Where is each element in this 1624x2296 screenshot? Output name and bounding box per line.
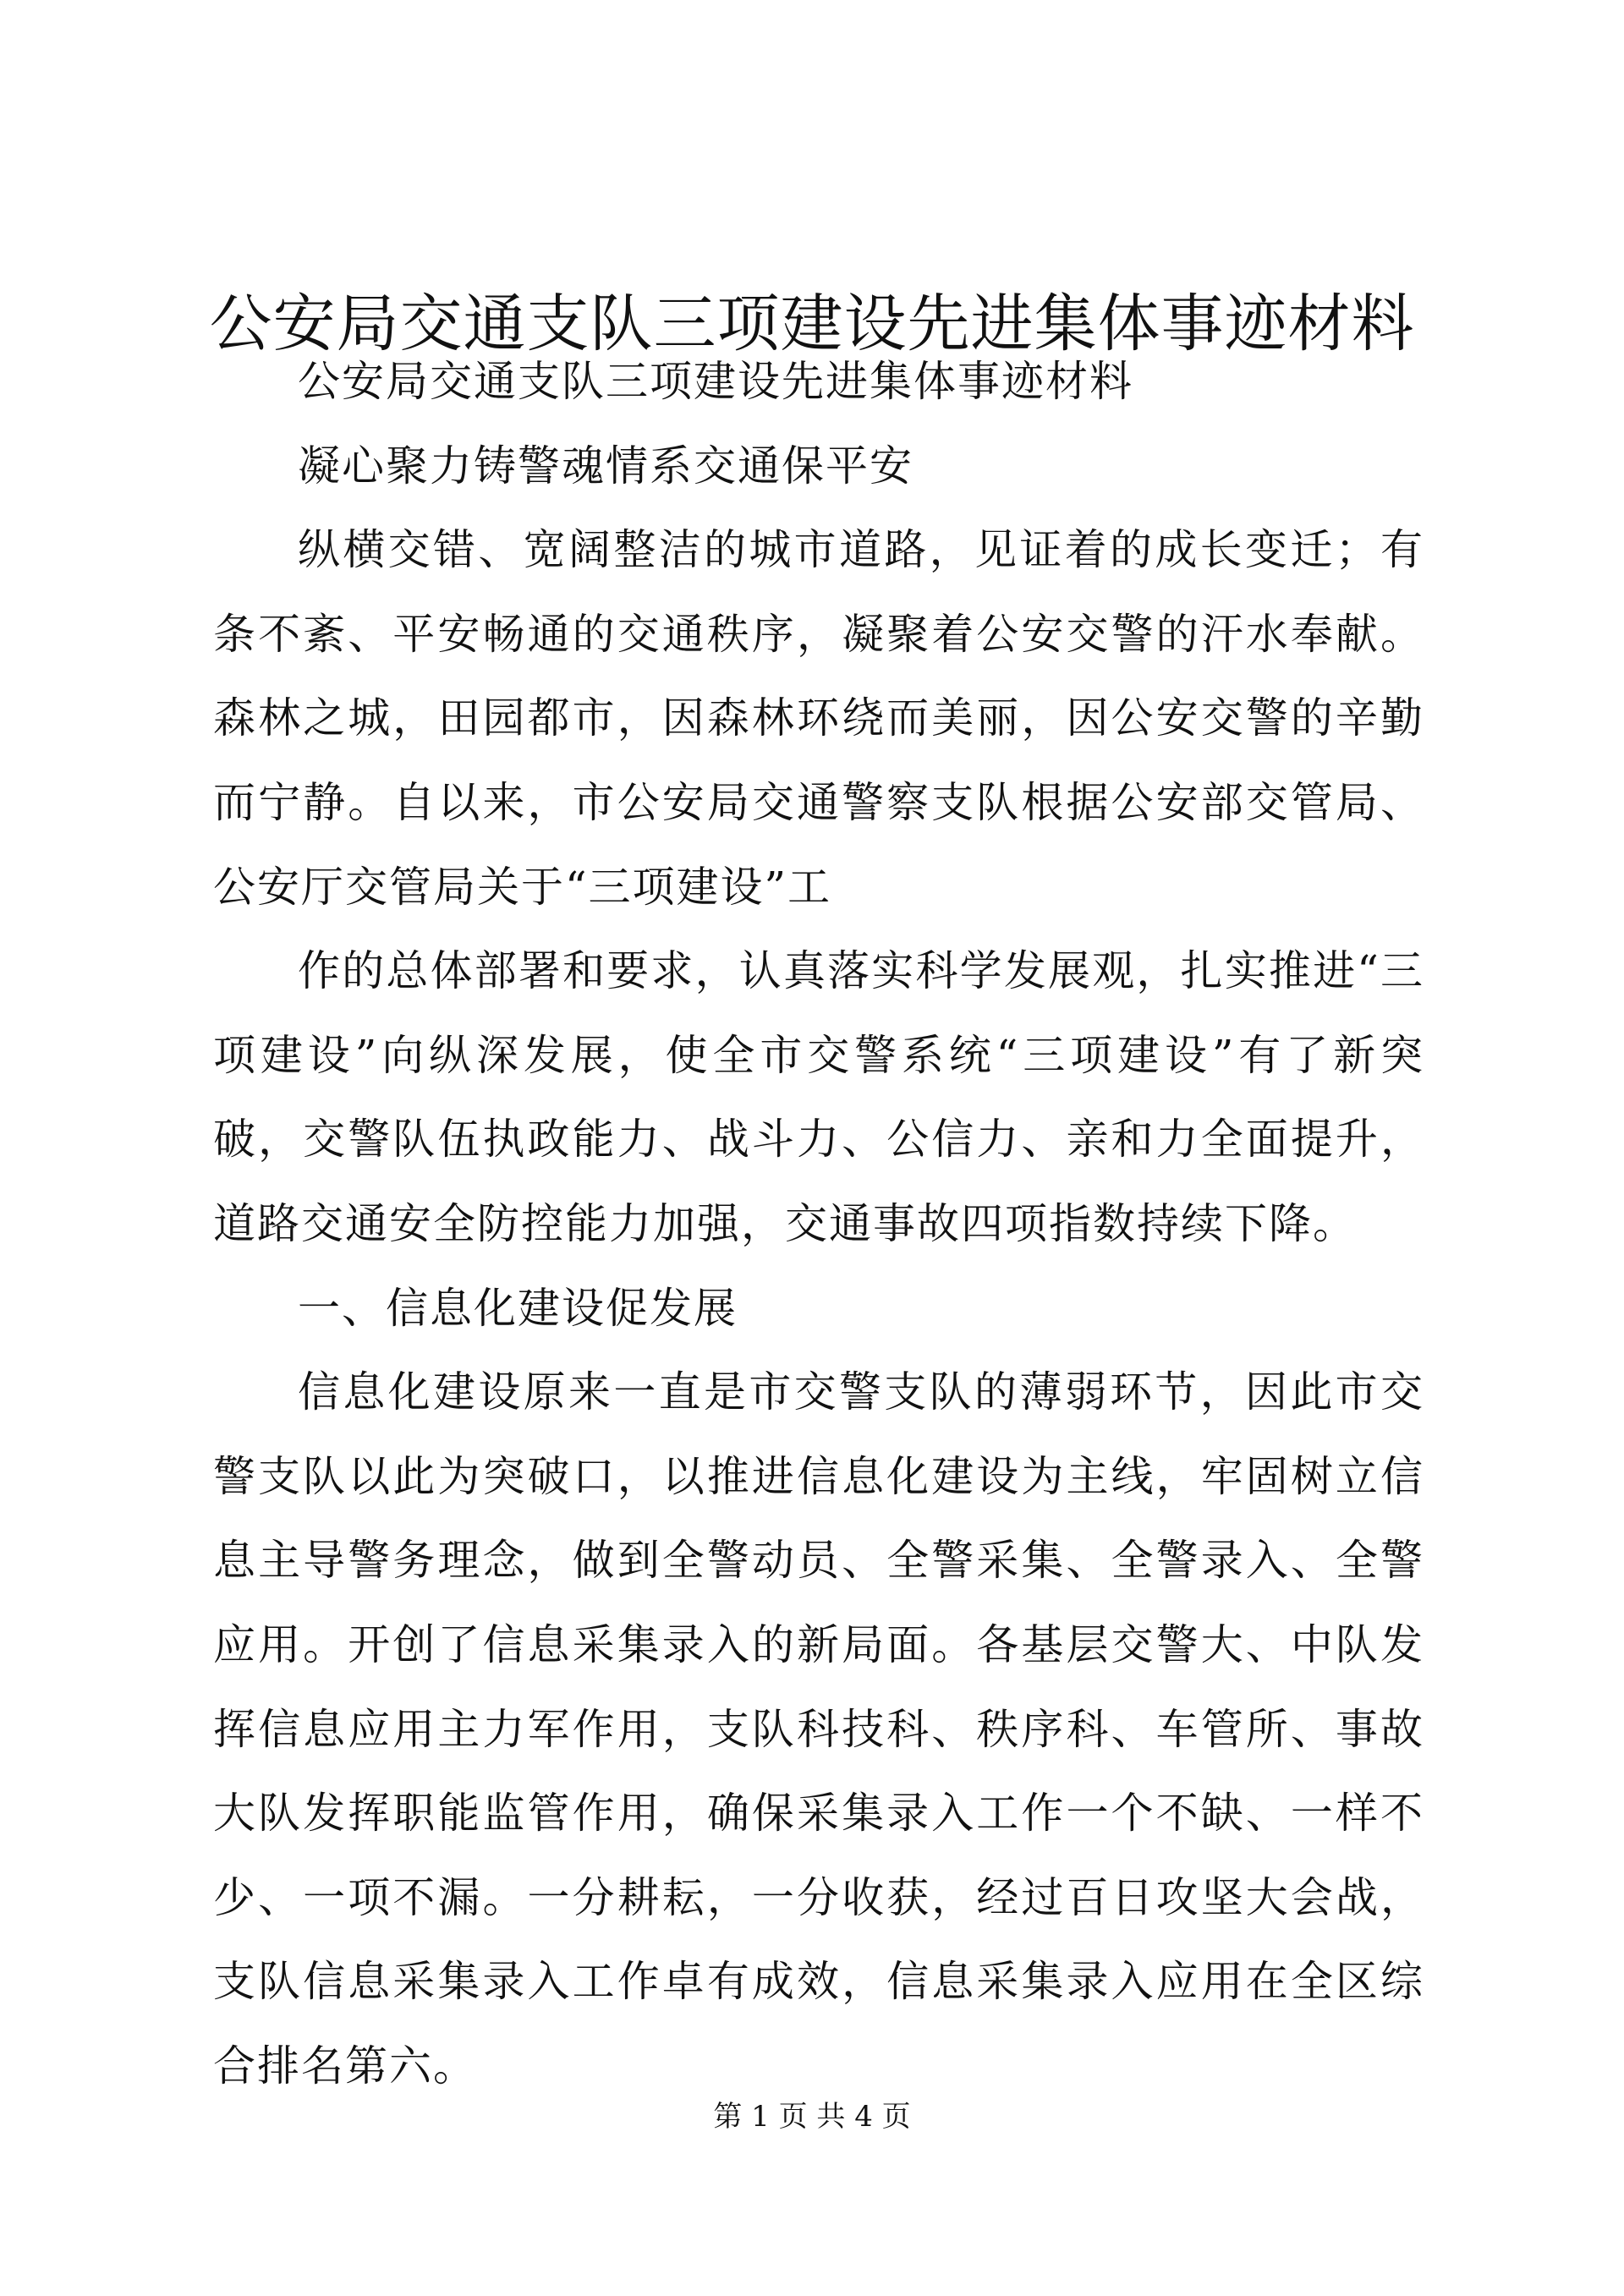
document-title: 公安局交通支队三项建设先进集体事迹材料 [209,288,1415,360]
page-number: 第 1 页 共 4 页 [713,2100,911,2134]
section-heading-informatization: 一、信息化建设促发展 [298,1283,738,1333]
paragraph-intro: 纵横交错、宽阔整洁的城市道路，见证着的成长变迁；有条不紊、平安畅通的交通秩序，凝聚着公安交警的汗水奉献。森林之城，田园都市，因森林环绕而美丽，因公安交警的辛勤而宁静。自以来，市公安局交通警察支队根据公安部交管局、公安厅交管局关于“三项建设”工 [213,525,1424,912]
paragraph-subtitle: 公安局交通支队三项建设先进集体事迹材料 [298,357,1133,406]
paragraph-informatization: 信息化建设原来一直是市交警支队的薄弱环节，因此市交警支队以此为突破口，以推进信息化建设为主线，牢固树立信息主导警务理念，做到全警动员、全警采集、全警录入、全警应用。开创了信息采集录入的新局面。各基层交警大、中队发挥信息应用主力军作用，支队科技科、秩序科、车管所、事故大队发挥职能监管作用，确保采集录入工作一个不缺、一样不少、一项不漏。一分耕耘，一分收获，经过百日攻坚大会战，支队信息采集录入工作卓有成效，信息采集录入应用在全区综合排名第六。 [213,1367,1424,2091]
document-body [213,340,1424,2108]
paragraph-slogan: 凝心聚力铸警魂情系交通保平安 [298,441,914,490]
paragraph-overview: 作的总体部署和要求，认真落实科学发展观，扎实推进“三项建设”向纵深发展，使全市交警系统“三项建设”有了新突破，交警队伍执政能力、战斗力、公信力、亲和力全面提升，道路交通安全防控能力加强，交通事故四项指数持续下降。 [213,946,1424,1248]
